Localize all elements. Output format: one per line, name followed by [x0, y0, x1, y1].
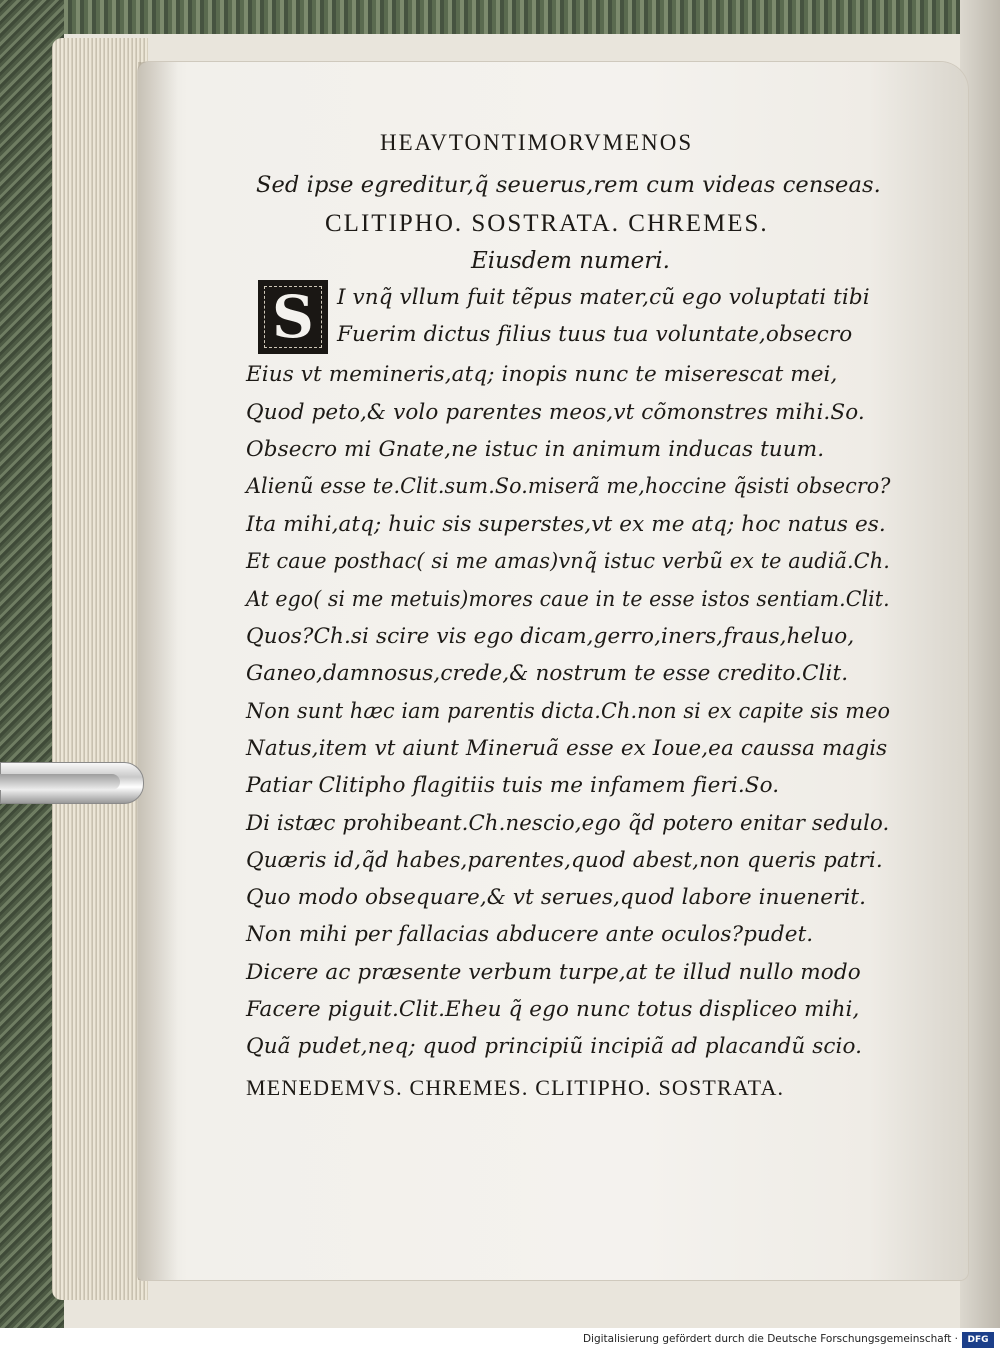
verse-line: Et caue posthac( si me amas)vnq̃ istuc verbũ ex te audiã.Ch.: [246, 549, 890, 574]
verse-line: Natus,item vt aiunt Mineruã esse ex Ioue,ea caussa magis: [246, 736, 888, 761]
verse-line: Quã pudet,neq; quod principiũ incipiã ad placandũ scio.: [246, 1034, 863, 1059]
verse-line: Patiar Clitipho flagitiis tuis me infamem fieri.So.: [246, 773, 780, 798]
verse-line: Quæris id,q̃d habes,parentes,quod abest,non queris patri.: [246, 848, 883, 873]
verse-line: Quo modo obsequare,& vt serues,quod labore inuenerit.: [246, 885, 867, 910]
verse-line: Facere piguit.Clit.Eheu q̃ ego nunc totus displiceo mihi,: [246, 997, 860, 1022]
running-head: HEAVTONTIMORVMENOS: [380, 130, 694, 155]
footer-credit: Digitalisierung gefördert durch die Deutsche Forschungsgemeinschaft ·: [582, 1333, 958, 1345]
verse-line: Quos?Ch.si scire vis ego dicam,gerro,iners,fraus,heluo,: [246, 624, 855, 649]
verse-line: Ganeo,damnosus,crede,& nostrum te esse credito.Clit.: [246, 661, 849, 686]
verse-line: At ego( si me metuis)mores caue in te esse istos sentiam.Clit.: [246, 587, 890, 612]
verse-line: Alienũ esse te.Clit.sum.So.miserã me,hoccine q̃sisti obsecro?: [246, 474, 891, 499]
meter-note: Eiusdem numeri.: [471, 248, 670, 274]
verse-line: Obsecro mi Gnate,ne istuc in animum inducas tuum.: [246, 437, 825, 462]
decorated-initial: S: [258, 280, 328, 354]
verse-line: Ita mihi,atq; huic sis superstes,vt ex me atq; hoc natus es.: [246, 512, 886, 537]
footer-bar: [0, 1328, 1000, 1352]
verse-line: Di istæc prohibeant.Ch.nescio,ego q̃d potero enitar sedulo.: [246, 811, 890, 836]
opening-line: Sed ipse egreditur,q̃ seuerus,rem cum videas censeas.: [256, 172, 881, 198]
scene-heading: CLITIPHO. SOSTRATA. CHREMES.: [325, 210, 769, 237]
verse-line: Quod peto,& volo parentes meos,vt cõmonstres mihi.So.: [246, 400, 865, 425]
glass-page-clip-highlight: [0, 774, 120, 790]
scene-heading: MENEDEMVS. CHREMES. CLITIPHO. SOSTRATA.: [246, 1075, 785, 1100]
verse-line: I vnq̃ vllum fuit tẽpus mater,cũ ego voluptati tibi: [337, 285, 870, 310]
verse-line: Non sunt hæc iam parentis dicta.Ch.non si ex capite sis meo: [246, 699, 891, 724]
verse-line: Fuerim dictus filius tuus tua voluntate,obsecro: [337, 322, 853, 347]
verse-line: Dicere ac præsente verbum turpe,at te illud nullo modo: [246, 960, 861, 985]
dfg-logo[interactable]: DFG: [962, 1332, 994, 1348]
verse-line: Eius vt memineris,atq; inopis nunc te miserescat mei,: [246, 362, 838, 387]
verse-line: Non mihi per fallacias abducere ante oculos?pudet.: [246, 922, 814, 947]
